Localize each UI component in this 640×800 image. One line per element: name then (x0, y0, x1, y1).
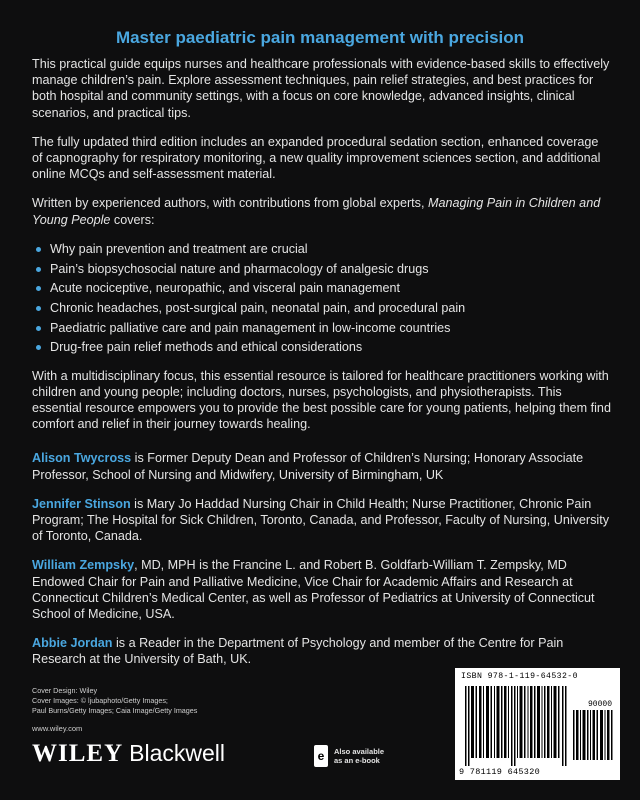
description (32, 56, 612, 681)
publisher-logo (32, 740, 225, 768)
author-bio (32, 496, 612, 545)
headline: Master paediatric pain management with precision (115, 28, 525, 47)
cover-images-credit-cont: Paul Burns/Getty Images; Caia Image/Getty Images (32, 706, 198, 715)
website-link[interactable]: www.wiley.com (32, 724, 83, 733)
author-name: Jennifer Stinson (32, 496, 131, 511)
author-bio-text: is a Reader in the Department of Psychology and member of the Centre for Pain Research at the University of Bath, UK. (32, 636, 564, 667)
price-code: 90000 (587, 700, 612, 709)
book-title-italic: Managing Pain in Children and Young People (32, 196, 601, 227)
intro-paragraph-1: This practical guide equips nurses and healthcare professionals with evidence-based skills to effectively manage children’s pain. Explore assessment techniques, pain relief strategies, and best practices for both hospital and community settings, with a focus on core knowledge, advanced insights, clinical scenarios, and practical tips. (32, 57, 610, 120)
topic-list (32, 241, 612, 356)
isbn-barcode (455, 668, 620, 780)
list-item (32, 241, 612, 257)
author-bio-text: , MD, MPH is the Francine L. and Robert B. Goldfarb-William T. Zempsky, MD Endowed Chair for Pain and Palliative Medicine, Vice Chair for Academic Affairs and Research at Connecticut Children’s Medical Center, as well as Professor of Pediatrics at University of Connecticut School of Medicine, USA. (32, 558, 595, 621)
bullet-icon (36, 267, 41, 272)
blackwell-wordmark: Blackwell (129, 740, 226, 766)
closing-paragraph: With a multidisciplinary focus, this essential resource is tailored for healthcare practitioners working with children and young people; including doctors, nurses, psychologists, and physiotherapists. This essential resource empowers you to provide the best possible care for young patients, helping them find comfort and relief in their journey towards healing. (32, 368, 611, 432)
cover-credits (32, 686, 197, 716)
author-name: William Zempsky (32, 558, 135, 573)
bullet-icon (36, 247, 41, 252)
ebook-badge (314, 745, 384, 767)
wiley-wordmark: WILEY (32, 740, 124, 767)
barcode-number: 9 781119 645320 (459, 767, 541, 777)
bullet-icon (36, 306, 41, 311)
bullet-icon (36, 345, 41, 350)
ebook-icon: e (314, 745, 328, 767)
list-item (32, 300, 612, 316)
price-barcode-icon (573, 710, 613, 760)
ebook-line-2: as an e-book (334, 756, 380, 765)
isbn-label: ISBN 978-1-119-64532-0 (461, 672, 578, 681)
bullet-icon (36, 286, 41, 291)
list-item-text: Chronic headaches, post-surgical pain, neonatal pain, and procedural pain (50, 300, 466, 315)
author-bio (32, 450, 612, 482)
list-item-text: Drug-free pain relief methods and ethical considerations (50, 340, 363, 355)
barcode-icon (465, 686, 569, 766)
covers-intro-text: Written by experienced authors, with contributions from global experts, (32, 196, 428, 211)
author-bio-text: is Mary Jo Haddad Nursing Chair in Child Health; Nurse Practitioner, Chronic Pain Program; The Hospital for Sick Children, Toronto, Canada, and Professor, Faculty of Nursing, University of Toronto, Canada. (32, 496, 610, 544)
list-item-text: Paediatric palliative care and pain management in low-income countries (50, 320, 451, 335)
bullet-icon (36, 326, 41, 331)
author-name: Alison Twycross (32, 451, 132, 466)
list-item-text: Pain’s biopsychosocial nature and pharmacology of analgesic drugs (50, 261, 429, 276)
cover-images-credit: Cover Images: © ljubaphoto/Getty Images; (32, 696, 168, 705)
covers-intro-suffix: covers: (110, 212, 155, 227)
list-item (32, 339, 612, 355)
list-item-text: Why pain prevention and treatment are crucial (50, 241, 308, 256)
author-name: Abbie Jordan (32, 636, 113, 651)
list-item (32, 280, 612, 296)
ebook-line-1: Also available (334, 747, 385, 756)
covers-intro (32, 195, 612, 227)
list-item (32, 261, 612, 277)
intro-paragraph-2: The fully updated third edition includes an expanded procedural sedation section, enhanced coverage of capnography for respiratory monitoring, a new quality improvement sciences section, and additional online MCQs and self-assessment material. (32, 134, 601, 182)
cover-design-credit: Cover Design: Wiley (32, 686, 98, 695)
author-bio (32, 635, 612, 667)
list-item-text: Acute nociceptive, neuropathic, and visceral pain management (50, 281, 401, 296)
ebook-text (334, 747, 384, 765)
list-item (32, 320, 612, 336)
author-bio-text: is Former Deputy Dean and Professor of Children’s Nursing; Honorary Associate Professor, School of Nursing and Midwifery, University of Birmingham, UK (32, 451, 584, 482)
author-bio (32, 557, 612, 622)
